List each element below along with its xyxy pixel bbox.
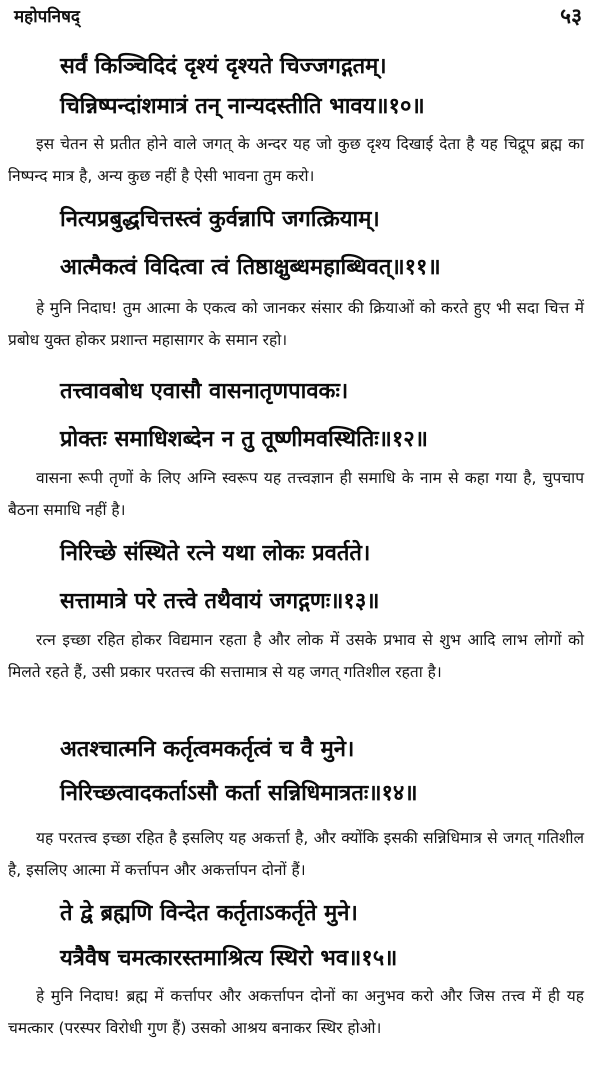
verse-10-line-1: सर्वं किञ्चिदिदं दृश्यं दृश्यते चिज्जगद्गतम्। xyxy=(60,54,387,79)
verse-12-line-1: तत्त्वावबोध एवासौ वासनातृणपावकः। xyxy=(60,379,349,404)
verse-15-line-1: ते द्वे ब्रह्मणि विन्देत कर्तृताऽकर्तृते मुने। xyxy=(60,901,358,926)
verse-13-line-1: निरिच्छे संस्थिते रत्ने यथा लोकः प्रवर्तते। xyxy=(60,541,371,566)
verse-13-line-2: सत्तामात्रे परे तत्त्वे तथैवायं जगद्गणः॥१३॥ xyxy=(60,589,380,614)
verse-14-line-2: निरिच्छत्वादकर्ताऽसौ कर्ता सन्निधिमात्रतः॥१४॥ xyxy=(60,781,418,806)
verse-15-line-2: यत्रैवैष चमत्कारस्तमाश्रित्य स्थिरो भव॥१५॥ xyxy=(60,946,398,971)
translation-13: रत्न इच्छा रहित होकर विद्यमान रहता है और लोक में उसके प्रभाव से शुभ आदि लाभ लोगों को मिलते रहते हैं, उसी प्रकार परतत्त्व की सत्तामात्र से यह जगत् गतिशील रहता है। xyxy=(8,631,584,681)
translation-11: हे मुनि निदाघ! तुम आत्मा के एकत्व को जानकर संसार की क्रियाओं को करते हुए भी सदा चित्त में प्रबोध युक्त होकर प्रशान्त महासागर के समान रहो। xyxy=(8,299,584,349)
translation-15: हे मुनि निदाघ! ब्रह्म में कर्त्तापर और अकर्त्तापन दोनों का अनुभव करो और जिस तत्त्व में ही यह चमत्कार (परस्पर विरोधी गुण हैं) उसको आश्रय बनाकर स्थिर होओ। xyxy=(8,987,584,1037)
translation-10: इस चेतन से प्रतीत होने वाले जगत् के अन्दर यह जो कुछ दृश्य दिखाई देता है यह चिद्रूप ब्रह्म का निष्पन्द मात्र है, अन्य कुछ नहीं है ऐसी भावना तुम करो। xyxy=(8,135,584,185)
verse-11-line-2: आत्मैकत्वं विदित्वा त्वं तिष्ठाक्षुब्धमहाब्धिवत्॥११॥ xyxy=(60,255,441,280)
verse-11-line-1: नित्यप्रबुद्धचित्तस्त्वं कुर्वन्नापि जगत्क्रियाम्। xyxy=(60,207,380,232)
page-header xyxy=(14,4,582,34)
translation-12: वासना रूपी तृणों के लिए अग्नि स्वरूप यह तत्त्वज्ञान ही समाधि के नाम से कहा गया है, चुपचाप बैठना समाधि नहीं है। xyxy=(8,469,584,519)
verse-14-line-1: अतश्चात्मनि कर्तृत्वमकर्तृत्वं च वै मुने। xyxy=(60,737,355,762)
running-title: महोपनिषद् xyxy=(14,7,80,27)
translation-14: यह परतत्त्व इच्छा रहित है इसलिए यह अकर्त्ता है, और क्योंकि इसकी सन्निधिमात्र से जगत् गतिशील है, इसलिए आत्मा में कर्त्तापन और अकर्त्तापन दोनों हैं। xyxy=(8,829,584,879)
verse-12-line-2: प्रोक्तः समाधिशब्देन न तु तूष्णीमवस्थितिः॥१२॥ xyxy=(60,427,428,452)
verse-10-line-2: चिन्निष्पन्दांशमात्रं तन् नान्यदस्तीति भावय॥१०॥ xyxy=(60,94,425,119)
page-number: ५३ xyxy=(560,4,582,28)
